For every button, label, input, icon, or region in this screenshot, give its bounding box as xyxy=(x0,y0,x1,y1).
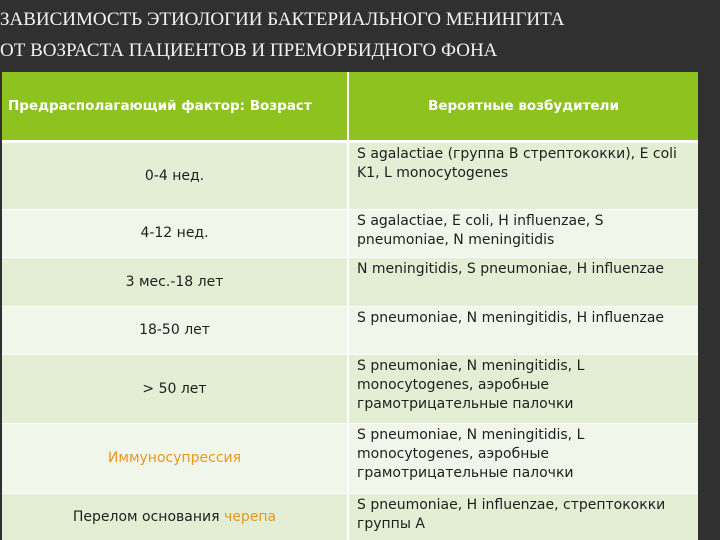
agents-cell: S agalactiae, E coli, H influenzae, S pneumoniae, N meningitidis xyxy=(348,210,698,258)
title-line-1: ЗАВИСИМОСТЬ ЭТИОЛОГИИ БАКТЕРИАЛЬНОГО МЕНИНГИТА xyxy=(0,9,565,30)
table-row xyxy=(2,142,698,210)
title-line-2: ОТ ВОЗРАСТА ПАЦИЕНТОВ И ПРЕМОРБИДНОГО ФОНА xyxy=(0,40,498,61)
age-cell: > 50 лет xyxy=(2,355,348,424)
table-row xyxy=(2,210,698,258)
header-agents: Вероятные возбудители xyxy=(348,72,698,142)
table-row xyxy=(2,494,698,540)
slide-title xyxy=(0,4,720,66)
age-cell: 0-4 нед. xyxy=(2,142,348,210)
agents-cell: S pneumoniae, H influenzae, стрептококки группы А xyxy=(348,494,698,540)
table-row xyxy=(2,258,698,307)
age-cell: 18-50 лет xyxy=(2,307,348,355)
age-prefix: Перелом основания xyxy=(72,509,224,525)
agents-cell: N meningitidis, S pneumoniae, H influenzae xyxy=(348,258,698,307)
age-highlight: черепа xyxy=(223,509,277,525)
right-edge-strip xyxy=(698,72,720,540)
age-cell: 4-12 нед. xyxy=(2,210,348,258)
agents-cell: S agalactiae (группа В стрептококки), E coli K1, L monocytogenes xyxy=(348,142,698,210)
table-row xyxy=(2,307,698,355)
agents-cell: S pneumoniae, N meningitidis, L monocytogenes, аэробные грамотрицательные палочки xyxy=(348,355,698,424)
age-cell-skull-fracture xyxy=(2,494,348,540)
header-factor: Предрасполагающий фактор: Возраст xyxy=(2,72,348,142)
etiology-table xyxy=(2,72,698,540)
table-header-row xyxy=(2,72,698,142)
table-row xyxy=(2,355,698,424)
age-cell: 3 мес.-18 лет xyxy=(2,258,348,307)
table-row xyxy=(2,424,698,494)
agents-cell: S pneumoniae, N meningitidis, L monocytogenes, аэробные грамотрицательные палочки xyxy=(348,424,698,494)
age-cell-immunosuppression: Иммуносупрессия xyxy=(2,424,348,494)
agents-cell: S pneumoniae, N meningitidis, H influenzae xyxy=(348,307,698,355)
